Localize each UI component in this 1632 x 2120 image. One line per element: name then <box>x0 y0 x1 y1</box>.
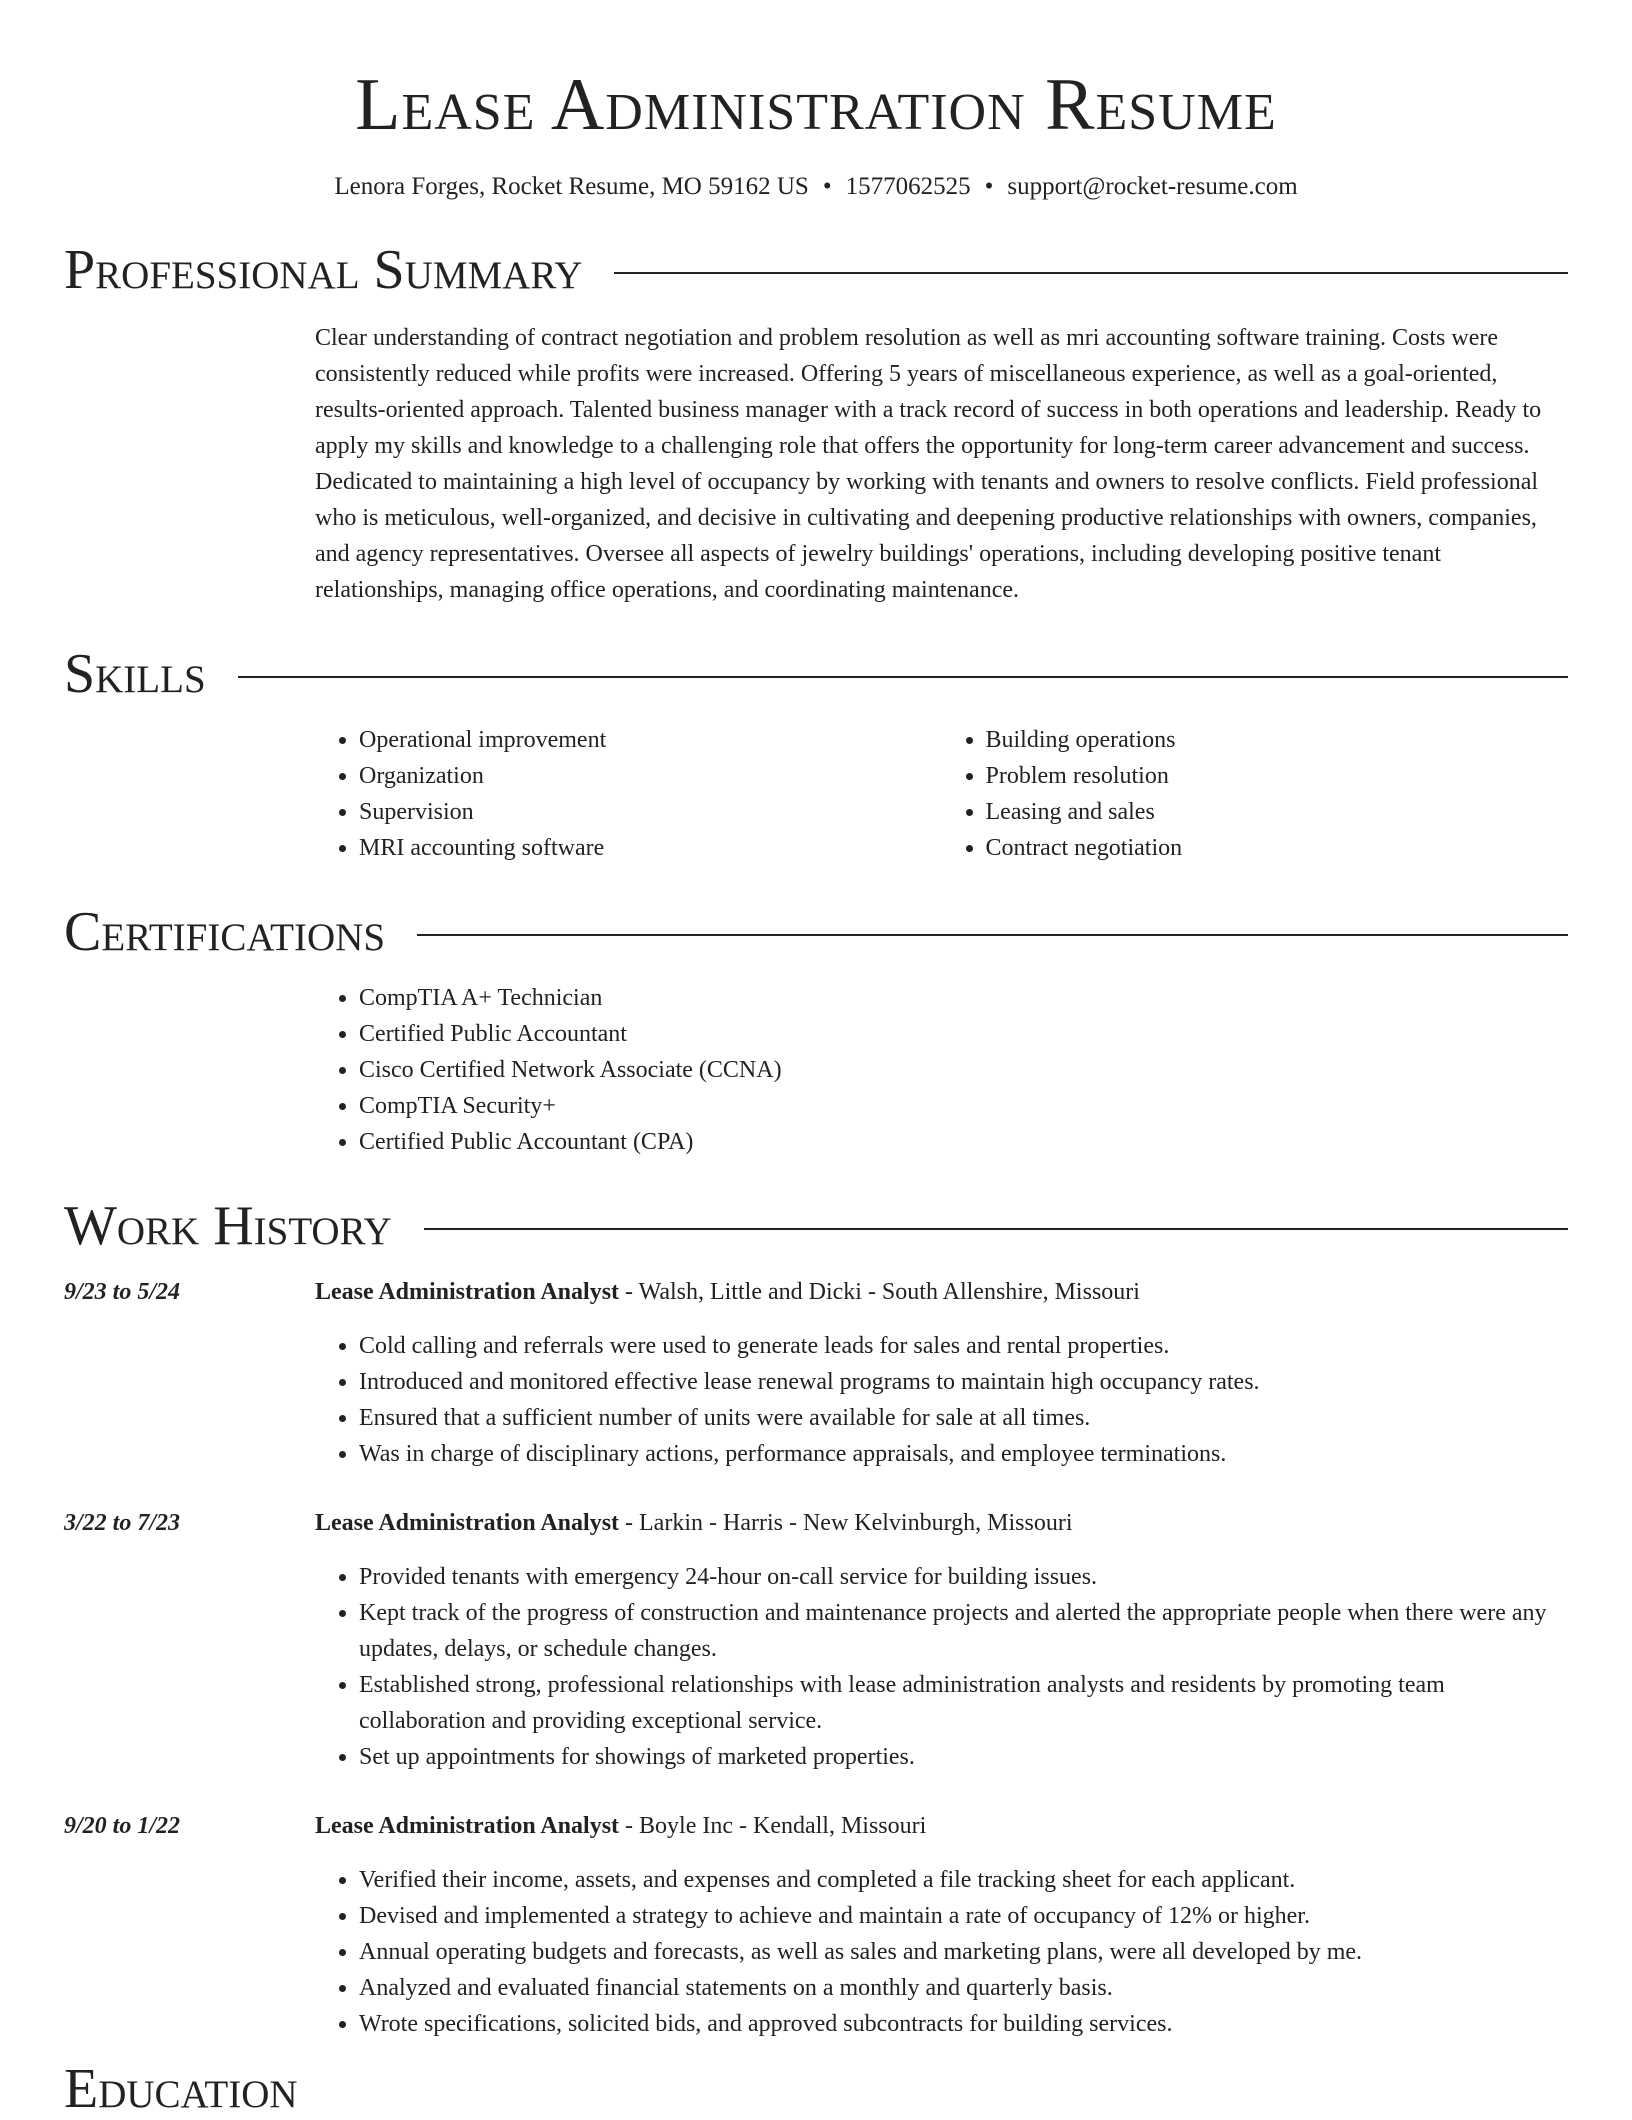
job-heading <box>315 1505 1568 1541</box>
job-employer-location: - Boyle Inc - Kendall, Missouri <box>619 1813 927 1839</box>
skill-item: • Supervision <box>359 794 942 830</box>
job-dates: 9/23 to 5/24 <box>64 1279 181 1305</box>
job-title: Lease Administration Analyst <box>315 1813 620 1839</box>
job-bullet: • Kept track of the progress of construction and maintenance projects and alerted the appropriate people when there were any updates, delays, or schedule changes. <box>359 1595 1568 1667</box>
certification-item: • CompTIA A+ Technician <box>359 980 1568 1016</box>
section-divider <box>614 272 1568 274</box>
certification-item: • CompTIA Security+ <box>359 1088 1568 1124</box>
job-heading <box>315 1274 1568 1310</box>
job-entry <box>64 1274 1568 1472</box>
job-heading <box>315 1808 1568 1844</box>
job-employer-location: - Larkin - Harris - New Kelvinburgh, Missouri <box>619 1510 1073 1536</box>
job-employer-location: - Walsh, Little and Dicki - South Allenshire, Missouri <box>619 1279 1140 1305</box>
job-title: Lease Administration Analyst <box>315 1279 620 1305</box>
certification-item: • Certified Public Accountant (CPA) <box>359 1124 1568 1160</box>
section-title-skills: Skills <box>64 643 206 705</box>
skill-item: • MRI accounting software <box>359 830 942 866</box>
skill-item: • Contract negotiation <box>986 830 1569 866</box>
section-title-education: Education <box>64 2058 298 2120</box>
job-bullet: • Provided tenants with emergency 24-hour on-call service for building issues. <box>359 1559 1568 1595</box>
job-title: Lease Administration Analyst <box>315 1510 620 1536</box>
job-bullet: • Devised and implemented a strategy to achieve and maintain a rate of occupancy of 12% or higher. <box>359 1898 1568 1934</box>
skills-section <box>315 722 1568 866</box>
section-divider <box>417 934 1568 936</box>
section-divider <box>238 676 1568 678</box>
job-bullet: • Established strong, professional relationships with lease administration analysts and residents by promoting team collaboration and providing exceptional service. <box>359 1667 1568 1739</box>
contact-separator: • <box>822 173 832 200</box>
summary-section <box>315 320 1568 608</box>
job-bullets <box>315 1328 1568 1472</box>
section-header-certifications <box>64 902 1568 962</box>
job-bullet: • Set up appointments for showings of marketed properties. <box>359 1739 1568 1775</box>
skill-item: • Operational improvement <box>359 722 942 758</box>
job-bullets <box>315 1559 1568 1775</box>
section-title-summary: Professional Summary <box>64 239 583 301</box>
job-bullet: • Verified their income, assets, and expenses and completed a file tracking sheet for each applicant. <box>359 1862 1568 1898</box>
job-bullet: • Was in charge of disciplinary actions, performance appraisals, and employee terminations. <box>359 1436 1568 1472</box>
job-bullet: • Introduced and monitored effective lease renewal programs to maintain high occupancy rates. <box>359 1364 1568 1400</box>
skill-item: • Problem resolution <box>986 758 1569 794</box>
job-entry <box>64 1808 1568 2042</box>
job-bullets <box>315 1862 1568 2042</box>
document-title: Lease Administration Resume <box>355 64 1277 146</box>
skill-item: • Leasing and sales <box>986 794 1569 830</box>
section-divider <box>424 1228 1568 1230</box>
contact-phone: 1577062525 <box>845 173 971 200</box>
contact-address: Lenora Forges, Rocket Resume, MO 59162 US <box>334 173 809 200</box>
section-header-summary <box>64 240 1568 300</box>
section-header-work-history <box>64 1196 1568 1256</box>
contact-separator: • <box>984 173 994 200</box>
job-bullet: • Ensured that a sufficient number of units were available for sale at all times. <box>359 1400 1568 1436</box>
job-entry <box>64 1505 1568 1775</box>
job-body <box>315 1505 1568 1775</box>
section-header-education <box>64 2059 1568 2119</box>
certification-item: • Certified Public Accountant <box>359 1016 1568 1052</box>
job-bullet: • Analyzed and evaluated financial statements on a monthly and quarterly basis. <box>359 1970 1568 2006</box>
certifications-list <box>315 980 1568 1160</box>
job-body <box>315 1808 1568 2042</box>
contact-email: support@rocket-resume.com <box>1007 173 1298 200</box>
summary-text: Clear understanding of contract negotiation and problem resolution as well as mri accounting software training. Costs were consistently reduced while profits were increased. Offering 5 years of miscellaneous experience, as well as a goal-oriented, results-oriented approach. Talented business manager with a track record of success in both operations and leadership. Ready to apply my skills and knowledge to a challenging role that offers the opportunity for long-term career advancement and success. Dedicated to maintaining a high level of occupancy by working with tenants and owners to resolve conflicts. Field professional who is meticulous, well-organized, and decisive in cultivating and deepening productive relationships with owners, companies, and agency representatives. Oversee all aspects of jewelry buildings' operations, including developing positive tenant relationships, managing office operations, and coordinating maintenance. <box>315 325 1542 603</box>
certifications-section <box>315 980 1568 1160</box>
job-dates: 3/22 to 7/23 <box>64 1510 181 1536</box>
skills-list-right <box>942 722 1569 866</box>
job-bullet: • Wrote specifications, solicited bids, and approved subcontracts for building services. <box>359 2006 1568 2042</box>
contact-line <box>64 170 1568 204</box>
skill-item: • Organization <box>359 758 942 794</box>
certification-item: • Cisco Certified Network Associate (CCNA) <box>359 1052 1568 1088</box>
job-bullet: • Cold calling and referrals were used to generate leads for sales and rental properties. <box>359 1328 1568 1364</box>
section-title-work-history: Work History <box>64 1195 392 1257</box>
job-dates: 9/20 to 1/22 <box>64 1813 181 1839</box>
section-header-skills <box>64 644 1568 704</box>
skills-list-left <box>315 722 942 866</box>
skill-item: • Building operations <box>986 722 1569 758</box>
section-title-certifications: Certifications <box>64 901 386 963</box>
job-bullet: • Annual operating budgets and forecasts, as well as sales and marketing plans, were all developed by me. <box>359 1934 1568 1970</box>
job-body <box>315 1274 1568 1472</box>
